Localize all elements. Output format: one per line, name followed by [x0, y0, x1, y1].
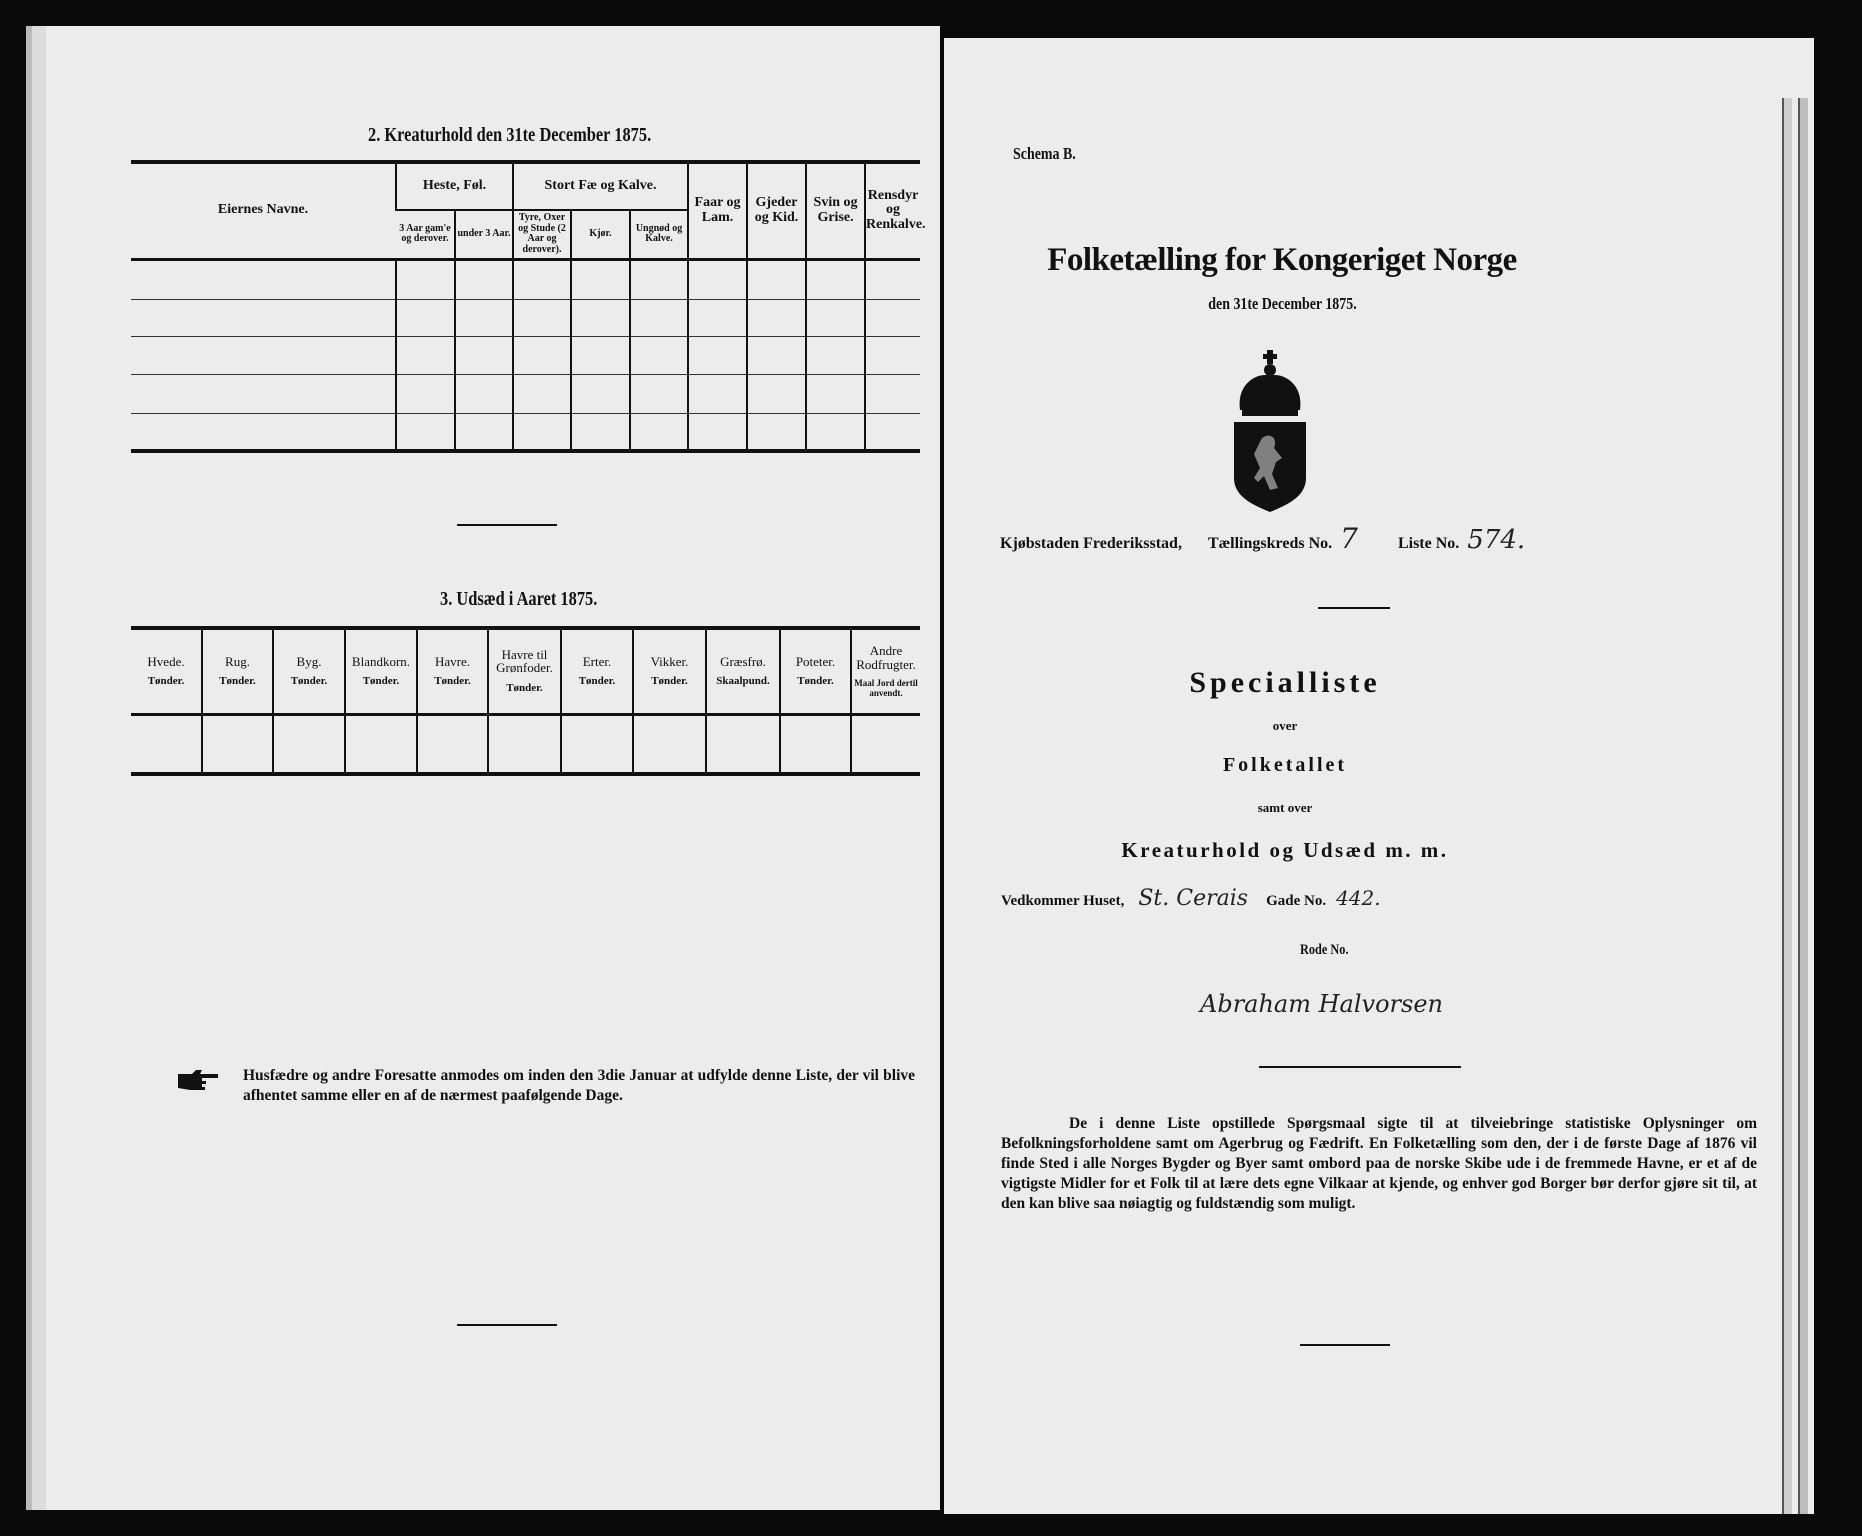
population-heading: Folketallet [1222, 754, 1348, 776]
seed-col-unit: Tønder. [506, 682, 543, 695]
specialliste-heading: Specialliste [1189, 666, 1381, 699]
district-label: Tællingskreds No. [1207, 535, 1333, 552]
house-label: Vedkommer Huset, [1001, 893, 1125, 909]
header-horses-old: 3 Aar gam'e og derover. [396, 210, 455, 259]
seed-col-name: Havre. [434, 653, 470, 669]
seed-col-header [202, 628, 273, 714]
table-row [131, 374, 920, 413]
seed-col-name: Rug. [225, 653, 250, 669]
seed-col-unit: Tønder. [147, 675, 185, 688]
schema-label [1013, 144, 1090, 164]
document-date-text: den 31te December 1875. [1207, 294, 1357, 313]
divider [1300, 1344, 1390, 1346]
seed-col-unit: Tønder. [434, 675, 471, 688]
explanation-paragraph: De i denne Liste opstillede Spørgsmaal sigte til at tilveiebringe statistiske Oplysninger om Befolkningsforholdene samt om Agerbrug og Fædrift. En Folketælling som den, der i de første Dage af 1876 vil finde Sted i alle Norges Bygder og Byer samt ombord paa de norske Skibe ude i de fremmede Havne, er et af de vigtigste Midler for et Folk til at lære dets egne Vilkaar at kjende, og enhver god Borger bør derfor gjøre sit til, at den kan blive saa nøiagtig og fuldstændig som muligt. [1001, 1115, 1757, 1212]
signature: Abraham Halvorsen [1200, 990, 1443, 1018]
seed-col-name: Havre til Grønfoder. [496, 646, 553, 676]
pointing-hand-icon [176, 1068, 222, 1092]
table-row [131, 714, 920, 774]
list-label: Liste No. [1397, 535, 1460, 552]
seed-col-name: Vikker. [650, 653, 689, 669]
livestock-seed-heading: Kreaturhold og Udsæd m. m. [1121, 838, 1449, 862]
header-goats: Gjeder og Kid. [747, 162, 806, 259]
divider [457, 1324, 557, 1326]
house-value: St. Cerais [1138, 886, 1249, 911]
header-bulls: Tyre, Oxer og Stude (2 Aar og derover). [513, 210, 571, 259]
page-edge [1798, 98, 1808, 1514]
header-cattle: Stort Fæ og Kalve. [513, 162, 688, 210]
schema-text: Schema B. [1013, 144, 1076, 163]
rode-label [1300, 942, 1359, 959]
street-label: Gade No. [1266, 893, 1327, 909]
table-row [131, 413, 920, 451]
seed-title [440, 588, 632, 611]
notice-text: Husfædre og andre Foresatte anmodes om inden den 3die Januar at udfylde denne Liste, der vil blive afhentet samme eller en af de nærmest paafølgende Dage. [243, 1067, 915, 1104]
table-row [131, 336, 920, 374]
seed-col-name: Andre Rodfrugter. [856, 643, 916, 672]
street-value: 442. [1336, 886, 1381, 910]
seed-col-unit: Tønder. [797, 675, 834, 688]
signature-line [1259, 1066, 1461, 1068]
location-line [1000, 522, 1525, 555]
seed-col-unit: Tønder. [651, 675, 688, 688]
header-reindeer: Rensdyr og Renkalve. [865, 162, 920, 259]
header-pigs: Svin og Grise. [806, 162, 865, 259]
seed-col-unit: Tønder. [362, 675, 400, 688]
document-title: Folketælling for Kongeriget Norge [1047, 242, 1517, 278]
seed-col-header [561, 628, 633, 714]
livestock-title-text: 2. Kreaturhold den 31te December 1875. [368, 124, 652, 146]
seed-col-name: Erter. [582, 653, 612, 669]
list-value: 574. [1467, 525, 1526, 555]
page-edge [1782, 98, 1792, 1514]
divider [457, 524, 557, 526]
header-calves: Ungnød og Kalve. [630, 210, 688, 259]
seed-col-header [851, 628, 920, 714]
district-value: 7 [1340, 522, 1358, 555]
seed-col-name: Hvede. [147, 653, 185, 669]
header-sheep: Faar og Lam. [688, 162, 747, 259]
seed-col-name: Poteter. [795, 653, 836, 669]
seed-col-unit: Skaalpund. [716, 675, 770, 688]
rode-label-text: Rode No. [1300, 942, 1349, 958]
livestock-table [131, 160, 926, 453]
coat-of-arms-icon [1232, 350, 1308, 512]
header-cows: Kjør. [571, 210, 630, 259]
seed-table [131, 626, 920, 776]
over-text: over [1272, 718, 1298, 733]
header-owner: Eiernes Navne. [131, 162, 396, 259]
header-horses: Heste, Føl. [396, 162, 513, 210]
seed-col-header [633, 628, 706, 714]
seed-col-name: Byg. [296, 653, 322, 669]
seed-col-header [488, 628, 561, 714]
seed-title-text: 3. Udsæd i Aaret 1875. [440, 588, 598, 610]
document-date [932, 294, 1632, 314]
table-row [131, 299, 920, 336]
seed-col-unit: Maal Jord dertil anvendt. [854, 678, 918, 698]
table-row [131, 259, 920, 299]
house-line [1001, 886, 1381, 911]
town-label: Kjøbstaden Frederiksstad, [1000, 535, 1182, 552]
seed-col-header [706, 628, 780, 714]
livestock-title [368, 124, 713, 147]
header-horses-young: under 3 Aar. [455, 210, 513, 259]
also-over-text: samt over [1257, 800, 1313, 815]
seed-col-unit: Tønder. [290, 675, 328, 688]
divider [1318, 607, 1390, 609]
seed-col-header [417, 628, 488, 714]
seed-col-header [780, 628, 851, 714]
seed-col-unit: Tønder. [219, 675, 256, 688]
seed-col-unit: Tønder. [578, 675, 616, 688]
seed-col-name: Græsfrø. [720, 653, 766, 669]
seed-col-header [273, 628, 345, 714]
seed-col-header [131, 628, 202, 714]
seed-col-name: Blandkorn. [351, 653, 411, 669]
seed-col-header [345, 628, 417, 714]
